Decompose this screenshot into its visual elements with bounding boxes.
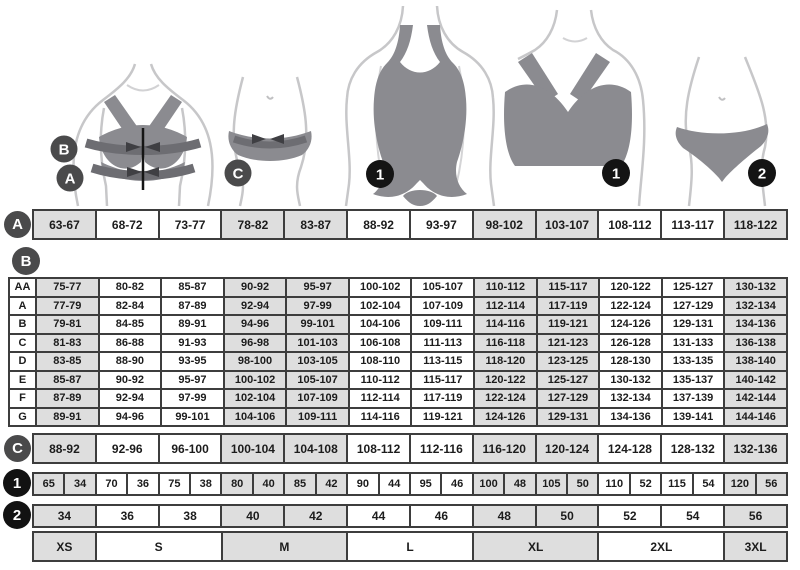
table-cell: 97-99	[287, 298, 348, 315]
table-cell: 115	[662, 474, 691, 494]
table-cell: 108-112	[348, 435, 409, 462]
table-cell: 56	[725, 506, 786, 526]
table-cell: 116-120	[474, 435, 535, 462]
table-cell: 50	[568, 474, 597, 494]
table-cell: 90-92	[225, 279, 286, 296]
table-cell: 108-110	[350, 353, 411, 370]
table-cell: 100-102	[225, 372, 286, 389]
table-cell: 114-116	[475, 316, 536, 333]
table-cell: 40	[254, 474, 283, 494]
table-cell: 42	[285, 506, 346, 526]
table-cell: 120-124	[537, 435, 598, 462]
table-cell: 38	[191, 474, 220, 494]
table-cell: 86-88	[100, 335, 161, 352]
table-cell: 100	[474, 474, 503, 494]
row-1-badge: 1	[3, 469, 31, 497]
table-cell: 75-77	[37, 279, 98, 296]
table-cell: 79-81	[37, 316, 98, 333]
table-cell: 48	[505, 474, 534, 494]
table-cell: 52	[599, 506, 660, 526]
table-cell: 118-120	[475, 353, 536, 370]
table-cell: 109-111	[412, 316, 473, 333]
table-cell: 132-134	[725, 298, 786, 315]
table-cell: 46	[411, 506, 472, 526]
underbust-row	[32, 209, 788, 240]
table-cell: 85-87	[162, 279, 223, 296]
table-cell: 120-122	[475, 372, 536, 389]
swimsuit-label: 1	[375, 166, 385, 184]
brief-measure-figure	[225, 77, 312, 206]
table-cell: 107-109	[287, 390, 348, 407]
table-cell: 95-97	[287, 279, 348, 296]
table-cell: 125-127	[538, 372, 599, 389]
table-cell: 114-116	[350, 409, 411, 426]
table-cell: 102-104	[225, 390, 286, 407]
table-cell: 92-94	[100, 390, 161, 407]
table-cell: 100-104	[222, 435, 283, 462]
table-cell: 105-107	[287, 372, 348, 389]
hip-row	[32, 433, 788, 464]
table-cell: 137-139	[663, 390, 724, 407]
brief-label: 2	[757, 165, 767, 183]
table-cell: 92-96	[97, 435, 158, 462]
table-cell: 85	[285, 474, 314, 494]
table-cell: 111-113	[412, 335, 473, 352]
table-cell: 99-101	[287, 316, 348, 333]
table-cell: 94-96	[100, 409, 161, 426]
table-cell: 131-133	[663, 335, 724, 352]
table-cell: 115-117	[538, 279, 599, 296]
table-cell: 36	[97, 506, 158, 526]
table-cell: 125-127	[663, 279, 724, 296]
size-cell: 2XL	[599, 533, 723, 560]
bra-size-row	[32, 472, 788, 496]
bust-band-label: B	[58, 141, 70, 159]
table-cell: 119-121	[538, 316, 599, 333]
table-cell: 48	[474, 506, 535, 526]
table-cell: 70	[97, 474, 126, 494]
table-cell: 90	[348, 474, 377, 494]
table-cell: 110-112	[350, 372, 411, 389]
table-cell: 122-124	[475, 390, 536, 407]
table-cell: 124-126	[600, 316, 661, 333]
bust-cup-table	[8, 277, 788, 427]
band-row-label: C	[10, 335, 35, 352]
section-b-badge: B	[12, 247, 40, 275]
table-cell: 134-136	[725, 316, 786, 333]
table-cell: 78-82	[222, 211, 283, 238]
table-cell: 119-121	[412, 409, 473, 426]
table-cell: 112-114	[475, 298, 536, 315]
table-cell: 96-100	[160, 435, 221, 462]
table-cell: 113-115	[412, 353, 473, 370]
table-cell: 110	[599, 474, 628, 494]
band-row-label: E	[10, 372, 35, 389]
table-cell: 46	[442, 474, 471, 494]
band-row-label: F	[10, 390, 35, 407]
table-cell: 130-132	[600, 372, 661, 389]
letter-size-row	[32, 531, 788, 562]
table-cell: 82-84	[100, 298, 161, 315]
table-cell: 116-118	[475, 335, 536, 352]
table-cell: 87-89	[37, 390, 98, 407]
table-cell: 105	[537, 474, 566, 494]
table-cell: 40	[222, 506, 283, 526]
table-cell: 83-85	[37, 353, 98, 370]
table-cell: 120	[725, 474, 754, 494]
table-cell: 98-102	[474, 211, 535, 238]
band-row-label: AA	[10, 279, 35, 296]
hip-band-label: C	[232, 165, 244, 183]
table-cell: 34	[65, 474, 94, 494]
table-cell: 73-77	[160, 211, 221, 238]
size-cell: L	[348, 533, 472, 560]
table-cell: 54	[662, 506, 723, 526]
row-c-badge: C	[4, 435, 31, 462]
table-cell: 92-94	[225, 298, 286, 315]
size-cell: S	[97, 533, 221, 560]
brief-size-row	[32, 504, 788, 528]
size-cell: XS	[34, 533, 95, 560]
row-2-badge: 2	[3, 501, 31, 529]
size-guide-illustrations	[0, 0, 800, 207]
table-cell: 104-106	[350, 316, 411, 333]
table-cell: 42	[317, 474, 346, 494]
table-cell: 118-122	[725, 211, 786, 238]
band-row-label: B	[10, 316, 35, 333]
table-cell: 68-72	[97, 211, 158, 238]
table-cell: 107-109	[412, 298, 473, 315]
table-cell: 127-129	[538, 390, 599, 407]
table-cell: 88-90	[100, 353, 161, 370]
table-cell: 56	[757, 474, 786, 494]
table-cell: 52	[631, 474, 660, 494]
table-cell: 130-132	[725, 279, 786, 296]
table-cell: 98-100	[225, 353, 286, 370]
table-cell: 38	[160, 506, 221, 526]
table-cell: 109-111	[287, 409, 348, 426]
size-cell: 3XL	[725, 533, 786, 560]
table-cell: 112-116	[411, 435, 472, 462]
table-cell: 134-136	[600, 409, 661, 426]
table-cell: 93-95	[162, 353, 223, 370]
table-cell: 110-112	[475, 279, 536, 296]
table-cell: 142-144	[725, 390, 786, 407]
table-cell: 88-92	[348, 211, 409, 238]
table-cell: 128-132	[662, 435, 723, 462]
table-cell: 102-104	[350, 298, 411, 315]
table-cell: 94-96	[225, 316, 286, 333]
table-cell: 89-91	[37, 409, 98, 426]
table-cell: 83-87	[285, 211, 346, 238]
table-cell: 133-135	[663, 353, 724, 370]
table-cell: 84-85	[100, 316, 161, 333]
bra-product-figure	[504, 10, 644, 206]
table-cell: 117-119	[412, 390, 473, 407]
table-cell: 50	[537, 506, 598, 526]
table-cell: 104-106	[225, 409, 286, 426]
table-cell: 81-83	[37, 335, 98, 352]
table-cell: 103-105	[287, 353, 348, 370]
table-cell: 87-89	[162, 298, 223, 315]
bra-label: 1	[611, 165, 621, 183]
table-cell: 96-98	[225, 335, 286, 352]
table-cell: 44	[348, 506, 409, 526]
band-row-label: D	[10, 353, 35, 370]
table-cell: 105-107	[412, 279, 473, 296]
table-cell: 54	[694, 474, 723, 494]
table-cell: 135-137	[663, 372, 724, 389]
size-cell: XL	[474, 533, 598, 560]
table-cell: 80-82	[100, 279, 161, 296]
row-a-badge: A	[4, 211, 31, 238]
table-cell: 126-128	[600, 335, 661, 352]
table-cell: 100-102	[350, 279, 411, 296]
table-cell: 75	[160, 474, 189, 494]
table-cell: 128-130	[600, 353, 661, 370]
table-cell: 88-92	[34, 435, 95, 462]
table-cell: 144-146	[725, 409, 786, 426]
table-cell: 101-103	[287, 335, 348, 352]
table-cell: 132-134	[600, 390, 661, 407]
table-cell: 34	[34, 506, 95, 526]
table-cell: 93-97	[411, 211, 472, 238]
table-cell: 113-117	[662, 211, 723, 238]
band-row-label: G	[10, 409, 35, 426]
table-cell: 138-140	[725, 353, 786, 370]
table-cell: 95-97	[162, 372, 223, 389]
table-cell: 115-117	[412, 372, 473, 389]
table-cell: 89-91	[162, 316, 223, 333]
table-cell: 99-101	[162, 409, 223, 426]
table-cell: 132-136	[725, 435, 786, 462]
table-cell: 44	[380, 474, 409, 494]
band-row-label: A	[10, 298, 35, 315]
table-cell: 91-93	[162, 335, 223, 352]
table-cell: 77-79	[37, 298, 98, 315]
underbust-band-label: A	[64, 170, 76, 188]
table-cell: 121-123	[538, 335, 599, 352]
table-cell: 123-125	[538, 353, 599, 370]
table-cell: 80	[222, 474, 251, 494]
table-cell: 129-131	[663, 316, 724, 333]
table-cell: 108-112	[599, 211, 660, 238]
table-cell: 140-142	[725, 372, 786, 389]
table-cell: 112-114	[350, 390, 411, 407]
table-cell: 65	[34, 474, 63, 494]
brief-product-figure	[676, 57, 776, 206]
table-cell: 127-129	[663, 298, 724, 315]
swimsuit-figure	[346, 6, 494, 206]
table-cell: 124-126	[475, 409, 536, 426]
table-cell: 104-108	[285, 435, 346, 462]
table-cell: 95	[411, 474, 440, 494]
table-cell: 90-92	[100, 372, 161, 389]
table-cell: 85-87	[37, 372, 98, 389]
size-cell: M	[223, 533, 347, 560]
table-cell: 120-122	[600, 279, 661, 296]
table-cell: 122-124	[600, 298, 661, 315]
table-cell: 63-67	[34, 211, 95, 238]
table-cell: 129-131	[538, 409, 599, 426]
table-cell: 97-99	[162, 390, 223, 407]
table-cell: 139-141	[663, 409, 724, 426]
table-cell: 124-128	[599, 435, 660, 462]
table-cell: 117-119	[538, 298, 599, 315]
table-cell: 106-108	[350, 335, 411, 352]
table-cell: 103-107	[537, 211, 598, 238]
table-cell: 36	[128, 474, 157, 494]
bra-measure-figure	[51, 64, 213, 206]
table-cell: 136-138	[725, 335, 786, 352]
